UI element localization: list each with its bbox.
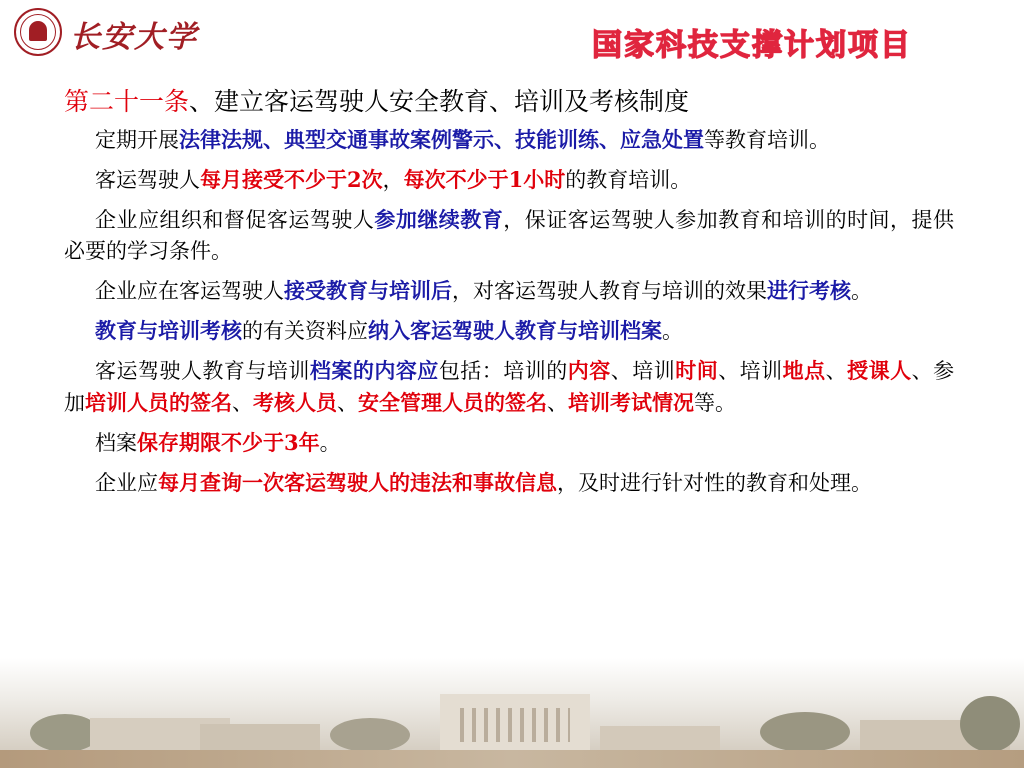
paragraph-text: 的有关资料应 bbox=[242, 319, 368, 343]
paragraph-text: ，对客运驾驶人教育与培训的效果 bbox=[452, 279, 767, 303]
paragraph-text: 客运驾驶人 bbox=[95, 168, 200, 192]
article-title-text: 、建立客运驾驶人安全教育、培训及考核制度 bbox=[189, 87, 690, 116]
paragraph bbox=[64, 427, 954, 459]
emphasis-text: 档案的内容应 bbox=[309, 358, 439, 383]
slide-title bbox=[64, 82, 954, 122]
emphasis-text: 纳入客运驾驶人教育与培训档案 bbox=[368, 318, 662, 343]
paragraph-text: 企业应在客运驾驶人 bbox=[95, 279, 284, 303]
paragraph bbox=[64, 164, 954, 196]
emphasis-text: 接受教育与培训后 bbox=[284, 278, 452, 303]
emphasis-text: 每月接受不少于2次 bbox=[200, 167, 383, 192]
campus-banner-image bbox=[0, 658, 1024, 768]
paragraph-text: 、培训 bbox=[718, 359, 783, 383]
paragraph-text: ，及时进行针对性的教育和处理。 bbox=[557, 471, 872, 495]
program-title: 国家科技支撑计划项目 bbox=[592, 28, 912, 63]
emphasis-text: 每次不少于1小时 bbox=[403, 167, 566, 192]
emphasis-text: 每月查询一次客运驾驶人的违法和事故信息 bbox=[158, 470, 557, 495]
paragraph-text: 的教育培训。 bbox=[565, 168, 692, 192]
emphasis-text: 培训考试情况 bbox=[568, 390, 694, 415]
paragraph-text: 、培训 bbox=[610, 359, 676, 383]
emphasis-text: 培训人员的签名 bbox=[85, 390, 232, 415]
slide-content bbox=[64, 82, 954, 507]
emphasis-text: 参加继续教育 bbox=[374, 207, 504, 232]
paragraph-text: 、 bbox=[232, 391, 253, 415]
paragraph-text: 、 bbox=[547, 391, 568, 415]
paragraph-text: 。 bbox=[319, 431, 341, 455]
paragraph-text: 等。 bbox=[694, 391, 736, 415]
paragraph bbox=[64, 355, 954, 419]
emphasis-text: 时间 bbox=[675, 358, 719, 383]
paragraph-text: 等教育培训。 bbox=[704, 128, 830, 152]
paragraph bbox=[64, 204, 954, 267]
paragraph-text: 、 bbox=[337, 391, 358, 415]
emphasis-text: 进行考核 bbox=[767, 278, 851, 303]
university-name-logo: 长安大学 bbox=[70, 20, 198, 55]
emphasis-text: 法律法规、典型交通事故案例警示、技能训练、应急处置 bbox=[179, 127, 704, 152]
emphasis-text: 安全管理人员的签名 bbox=[358, 390, 547, 415]
paragraph-text: 定期开展 bbox=[95, 128, 179, 152]
paragraph-text: 、 bbox=[825, 359, 848, 383]
paragraph-text: 包括：培训的 bbox=[438, 359, 568, 383]
paragraph-list bbox=[64, 124, 954, 499]
paragraph-text: 。 bbox=[851, 279, 872, 303]
university-seal-icon bbox=[14, 8, 62, 56]
slide-header bbox=[0, 0, 1024, 72]
paragraph-text: 档案 bbox=[95, 431, 137, 455]
paragraph bbox=[64, 124, 954, 156]
emphasis-text: 地点 bbox=[782, 358, 826, 383]
article-number: 第二十一条 bbox=[64, 87, 190, 116]
paragraph-text: 客运驾驶人教育与培训 bbox=[95, 359, 310, 383]
paragraph-text: 、参加 bbox=[64, 359, 955, 415]
paragraph-text: ， bbox=[382, 168, 404, 192]
paragraph-text: 企业应组织和督促客运驾驶人 bbox=[95, 208, 375, 232]
paragraph-text: 。 bbox=[662, 319, 683, 343]
emphasis-text: 教育与培训考核 bbox=[95, 318, 242, 343]
paragraph bbox=[64, 467, 954, 499]
paragraph bbox=[64, 315, 954, 347]
emphasis-text: 考核人员 bbox=[253, 390, 337, 415]
paragraph bbox=[64, 275, 954, 307]
emphasis-text: 授课人 bbox=[847, 358, 912, 383]
emphasis-text: 保存期限不少于3年 bbox=[137, 430, 320, 455]
emphasis-text: 内容 bbox=[567, 358, 611, 383]
paragraph-text: ，保证客运驾驶人参加教育和培训的时间，提供必要的学习条件。 bbox=[64, 208, 955, 263]
paragraph-text: 企业应 bbox=[95, 471, 158, 495]
